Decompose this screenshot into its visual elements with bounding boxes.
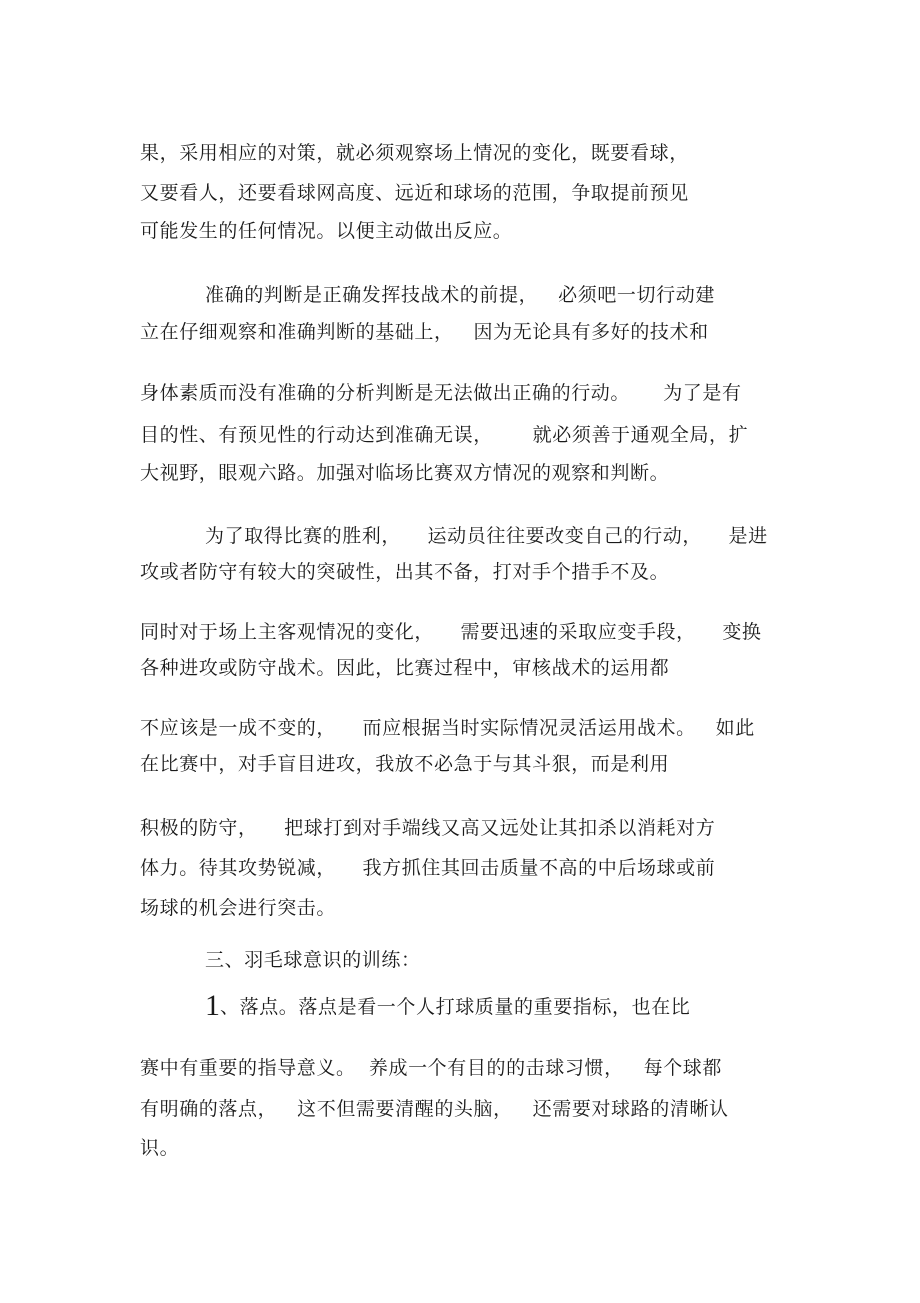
text-line: 不应该是一成不变的， 而应根据当时实际情况灵活运用战术。 如此 [140, 717, 755, 739]
text-line: 同时对于场上主客观情况的变化， 需要迅速的采取应变手段， 变换 [140, 621, 762, 643]
text-line: 目的性、有预见性的行动达到准确无误， 就必须善于通观全局，扩 [140, 424, 749, 446]
text-line: 果，采用相应的对策，就必须观察场上情况的变化，既要看球， [140, 142, 689, 164]
section-heading: 三、羽毛球意识的训练： [205, 949, 421, 971]
text-line: 可能发生的任何情况。以便主动做出反应。 [140, 220, 513, 242]
text-line: 为了取得比赛的胜利， 运动员往往要改变自己的行动， 是进 [205, 525, 768, 547]
list-item-line [205, 989, 691, 1022]
text-line: 身体素质而没有准确的分析判断是无法做出正确的行动。 为了是有 [140, 382, 742, 404]
text-line: 赛中有重要的指导意义。 养成一个有目的的击球习惯， 每个球都 [140, 1057, 722, 1079]
text-line: 准确的判断是正确发挥技战术的前提， 必须吧一切行动建 [205, 284, 715, 306]
text-line: 立在仔细观察和准确判断的基础上， 因为无论具有多好的技术和 [140, 321, 709, 343]
text-line: 在比赛中，对手盲目进攻，我放不必急于与其斗狠，而是利用 [140, 753, 670, 775]
text-line: 场球的机会进行突击。 [140, 897, 337, 919]
text-line: 各种进攻或防守战术。因此，比赛过程中，审核战术的运用都 [140, 657, 670, 679]
text-line: 攻或者防守有较大的突破性，出其不备，打对手个措手不及。 [140, 561, 670, 583]
list-item-text: 、落点。落点是看一个人打球质量的重要指标，也在比 [220, 996, 691, 1018]
text-line: 有明确的落点， 这不但需要清醒的头脑， 还需要对球路的清晰认 [140, 1098, 729, 1120]
text-line: 体力。待其攻势锐减， 我方抓住其回击质量不高的中后场球或前 [140, 857, 716, 879]
list-number: 1 [205, 989, 220, 1022]
text-line: 又要看人，还要看球网高度、远近和球场的范围，争取提前预见 [140, 182, 689, 204]
text-line: 大视野，眼观六路。加强对临场比赛双方情况的观察和判断。 [140, 462, 670, 484]
text-line: 识。 [140, 1137, 180, 1159]
text-line: 积极的防守， 把球打到对手端线又高又远处让其扣杀以消耗对方 [140, 817, 716, 839]
